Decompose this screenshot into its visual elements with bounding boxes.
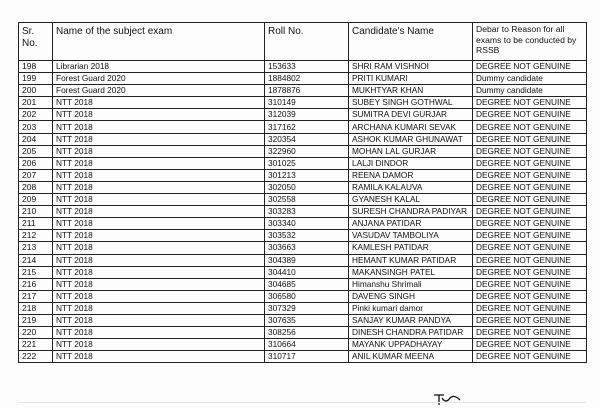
row-candidate-name: MAKANSINGH PATEL bbox=[349, 266, 473, 278]
table-row bbox=[19, 157, 587, 169]
row-exam-name: NTT 2018 bbox=[53, 230, 265, 242]
row-candidate-name: VASUDAV TAMBOLIYA bbox=[349, 230, 473, 242]
header-debar-reason: Debar to Reason for all exams to be conducted by RSSB bbox=[473, 23, 587, 61]
row-debar-reason: DEGREE NOT GENUINE bbox=[473, 290, 587, 302]
row-exam-name: NTT 2018 bbox=[53, 351, 265, 363]
row-roll-no: 301213 bbox=[265, 169, 349, 181]
row-candidate-name: Himanshu Shrimali bbox=[349, 278, 473, 290]
row-sr-no: 205 bbox=[19, 145, 53, 157]
row-roll-no: 1878876 bbox=[265, 85, 349, 97]
table-row bbox=[19, 314, 587, 326]
header-exam-name: Name of the subject exam bbox=[53, 23, 265, 61]
row-sr-no: 203 bbox=[19, 121, 53, 133]
row-sr-no: 215 bbox=[19, 266, 53, 278]
row-debar-reason: DEGREE NOT GENUINE bbox=[473, 218, 587, 230]
row-sr-no: 199 bbox=[19, 73, 53, 85]
row-candidate-name: MUKHTYAR KHAN bbox=[349, 85, 473, 97]
row-roll-no: 302558 bbox=[265, 194, 349, 206]
row-debar-reason: DEGREE NOT GENUINE bbox=[473, 121, 587, 133]
table-row bbox=[19, 145, 587, 157]
row-candidate-name: SUBEY SINGH GOTHWAL bbox=[349, 97, 473, 109]
row-candidate-name: SURESH CHANDRA PADIYAR bbox=[349, 206, 473, 218]
row-roll-no: 303340 bbox=[265, 218, 349, 230]
row-exam-name: NTT 2018 bbox=[53, 302, 265, 314]
row-candidate-name: ANIL KUMAR MEENA bbox=[349, 351, 473, 363]
row-roll-no: 302050 bbox=[265, 181, 349, 193]
table-row bbox=[19, 181, 587, 193]
row-exam-name: NTT 2018 bbox=[53, 278, 265, 290]
row-sr-no: 213 bbox=[19, 242, 53, 254]
row-exam-name: NTT 2018 bbox=[53, 194, 265, 206]
row-roll-no: 304389 bbox=[265, 254, 349, 266]
row-debar-reason: DEGREE NOT GENUINE bbox=[473, 351, 587, 363]
row-roll-no: 322960 bbox=[265, 145, 349, 157]
row-debar-reason: DEGREE NOT GENUINE bbox=[473, 254, 587, 266]
row-exam-name: NTT 2018 bbox=[53, 157, 265, 169]
row-sr-no: 210 bbox=[19, 206, 53, 218]
row-candidate-name: REENA DAMOR bbox=[349, 169, 473, 181]
table-row bbox=[19, 169, 587, 181]
row-debar-reason: DEGREE NOT GENUINE bbox=[473, 194, 587, 206]
row-roll-no: 310149 bbox=[265, 97, 349, 109]
row-sr-no: 200 bbox=[19, 85, 53, 97]
row-exam-name: NTT 2018 bbox=[53, 133, 265, 145]
row-roll-no: 308256 bbox=[265, 327, 349, 339]
row-candidate-name: ANJANA PATIDAR bbox=[349, 218, 473, 230]
row-debar-reason: DEGREE NOT GENUINE bbox=[473, 266, 587, 278]
table-row bbox=[19, 97, 587, 109]
row-exam-name: NTT 2018 bbox=[53, 254, 265, 266]
table-row bbox=[19, 339, 587, 351]
table-row bbox=[19, 194, 587, 206]
row-candidate-name: DAVENG SINGH bbox=[349, 290, 473, 302]
table-row bbox=[19, 121, 587, 133]
row-exam-name: NTT 2018 bbox=[53, 327, 265, 339]
row-roll-no: 312039 bbox=[265, 109, 349, 121]
row-debar-reason: DEGREE NOT GENUINE bbox=[473, 302, 587, 314]
row-exam-name: NTT 2018 bbox=[53, 109, 265, 121]
table-row bbox=[19, 242, 587, 254]
row-candidate-name: MOHAN LAL GURJAR bbox=[349, 145, 473, 157]
row-debar-reason: DEGREE NOT GENUINE bbox=[473, 242, 587, 254]
row-roll-no: 310664 bbox=[265, 339, 349, 351]
row-sr-no: 217 bbox=[19, 290, 53, 302]
row-candidate-name: SANJAY KUMAR PANDYA bbox=[349, 314, 473, 326]
row-sr-no: 204 bbox=[19, 133, 53, 145]
table-row bbox=[19, 73, 587, 85]
table-row bbox=[19, 109, 587, 121]
table-row bbox=[19, 278, 587, 290]
row-roll-no: 303283 bbox=[265, 206, 349, 218]
row-exam-name: NTT 2018 bbox=[53, 206, 265, 218]
row-debar-reason: DEGREE NOT GENUINE bbox=[473, 327, 587, 339]
row-candidate-name: RAMILA KALAUVA bbox=[349, 181, 473, 193]
row-debar-reason: DEGREE NOT GENUINE bbox=[473, 169, 587, 181]
row-exam-name: NTT 2018 bbox=[53, 145, 265, 157]
row-exam-name: NTT 2018 bbox=[53, 266, 265, 278]
row-roll-no: 306580 bbox=[265, 290, 349, 302]
row-candidate-name: HEMANT KUMAR PATIDAR bbox=[349, 254, 473, 266]
row-roll-no: 301025 bbox=[265, 157, 349, 169]
row-candidate-name: MAYANK UPPADHAYAY bbox=[349, 339, 473, 351]
row-debar-reason: Dummy candidate bbox=[473, 73, 587, 85]
row-roll-no: 317162 bbox=[265, 121, 349, 133]
row-roll-no: 1884802 bbox=[265, 73, 349, 85]
row-sr-no: 208 bbox=[19, 181, 53, 193]
table-body bbox=[19, 61, 587, 363]
row-debar-reason: DEGREE NOT GENUINE bbox=[473, 97, 587, 109]
row-debar-reason: DEGREE NOT GENUINE bbox=[473, 145, 587, 157]
row-sr-no: 221 bbox=[19, 339, 53, 351]
row-exam-name: NTT 2018 bbox=[53, 169, 265, 181]
row-exam-name: NTT 2018 bbox=[53, 121, 265, 133]
row-exam-name: Forest Guard 2020 bbox=[53, 73, 265, 85]
table-header-row bbox=[19, 23, 587, 61]
row-debar-reason: DEGREE NOT GENUINE bbox=[473, 314, 587, 326]
row-exam-name: NTT 2018 bbox=[53, 242, 265, 254]
scan-edge-line bbox=[18, 402, 586, 403]
row-candidate-name: SUMITRA DEVI GURJAR bbox=[349, 109, 473, 121]
table-row bbox=[19, 61, 587, 73]
row-debar-reason: DEGREE NOT GENUINE bbox=[473, 181, 587, 193]
debarred-candidates-table bbox=[18, 22, 587, 363]
row-debar-reason: DEGREE NOT GENUINE bbox=[473, 157, 587, 169]
row-roll-no: 307329 bbox=[265, 302, 349, 314]
row-candidate-name: ASHOK KUMAR GHUNAWAT bbox=[349, 133, 473, 145]
row-sr-no: 222 bbox=[19, 351, 53, 363]
table-row bbox=[19, 254, 587, 266]
row-exam-name: NTT 2018 bbox=[53, 314, 265, 326]
table-row bbox=[19, 290, 587, 302]
row-sr-no: 220 bbox=[19, 327, 53, 339]
row-debar-reason: DEGREE NOT GENUINE bbox=[473, 339, 587, 351]
table-row bbox=[19, 85, 587, 97]
table-row bbox=[19, 351, 587, 363]
row-candidate-name: GYANESH KALAL bbox=[349, 194, 473, 206]
row-candidate-name: ARCHANA KUMARI SEVAK bbox=[349, 121, 473, 133]
row-sr-no: 207 bbox=[19, 169, 53, 181]
row-roll-no: 304685 bbox=[265, 278, 349, 290]
row-roll-no: 320354 bbox=[265, 133, 349, 145]
row-sr-no: 212 bbox=[19, 230, 53, 242]
row-debar-reason: DEGREE NOT GENUINE bbox=[473, 61, 587, 73]
row-roll-no: 303532 bbox=[265, 230, 349, 242]
row-sr-no: 206 bbox=[19, 157, 53, 169]
row-debar-reason: DEGREE NOT GENUINE bbox=[473, 230, 587, 242]
row-roll-no: 304410 bbox=[265, 266, 349, 278]
row-exam-name: NTT 2018 bbox=[53, 181, 265, 193]
row-sr-no: 218 bbox=[19, 302, 53, 314]
row-sr-no: 216 bbox=[19, 278, 53, 290]
row-roll-no: 303663 bbox=[265, 242, 349, 254]
row-exam-name: NTT 2018 bbox=[53, 97, 265, 109]
row-sr-no: 209 bbox=[19, 194, 53, 206]
row-sr-no: 214 bbox=[19, 254, 53, 266]
row-sr-no: 219 bbox=[19, 314, 53, 326]
row-candidate-name: LALJI DINDOR bbox=[349, 157, 473, 169]
row-candidate-name: PRITI KUMARI bbox=[349, 73, 473, 85]
row-debar-reason: DEGREE NOT GENUINE bbox=[473, 206, 587, 218]
table-row bbox=[19, 302, 587, 314]
header-candidate-name: Candidate's Name bbox=[349, 23, 473, 61]
row-debar-reason: DEGREE NOT GENUINE bbox=[473, 109, 587, 121]
row-sr-no: 198 bbox=[19, 61, 53, 73]
table-row bbox=[19, 206, 587, 218]
row-roll-no: 153633 bbox=[265, 61, 349, 73]
row-sr-no: 202 bbox=[19, 109, 53, 121]
table-row bbox=[19, 266, 587, 278]
row-sr-no: 201 bbox=[19, 97, 53, 109]
row-candidate-name: Pinki kumari damor bbox=[349, 302, 473, 314]
table-row bbox=[19, 327, 587, 339]
row-roll-no: 310717 bbox=[265, 351, 349, 363]
row-debar-reason: DEGREE NOT GENUINE bbox=[473, 133, 587, 145]
header-roll-no: Roll No. bbox=[265, 23, 349, 61]
row-exam-name: NTT 2018 bbox=[53, 290, 265, 302]
header-sr-no: Sr. No. bbox=[19, 23, 53, 61]
row-candidate-name: KAMLESH PATIDAR bbox=[349, 242, 473, 254]
row-exam-name: NTT 2018 bbox=[53, 218, 265, 230]
row-debar-reason: Dummy candidate bbox=[473, 85, 587, 97]
table-row bbox=[19, 230, 587, 242]
signature-mark bbox=[432, 392, 462, 406]
row-roll-no: 307635 bbox=[265, 314, 349, 326]
row-exam-name: Forest Guard 2020 bbox=[53, 85, 265, 97]
row-debar-reason: DEGREE NOT GENUINE bbox=[473, 278, 587, 290]
row-exam-name: NTT 2018 bbox=[53, 339, 265, 351]
row-candidate-name: DINESH CHANDRA PATIDAR bbox=[349, 327, 473, 339]
row-exam-name: Librarian 2018 bbox=[53, 61, 265, 73]
table-row bbox=[19, 218, 587, 230]
row-sr-no: 211 bbox=[19, 218, 53, 230]
table-row bbox=[19, 133, 587, 145]
row-candidate-name: SHRI RAM VISHNOI bbox=[349, 61, 473, 73]
